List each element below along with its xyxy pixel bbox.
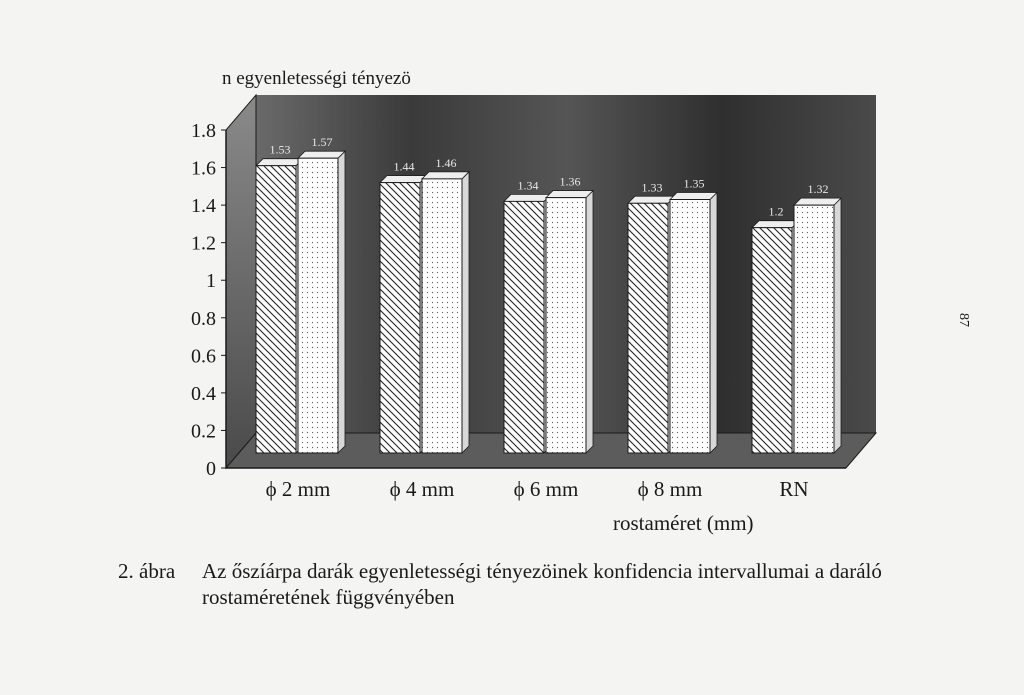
y-tick-label: 0.2 [191, 420, 216, 443]
y-tick-label: 1.4 [191, 195, 216, 218]
data-label: 1.35 [683, 176, 705, 191]
x-tick-label: ϕ 4 mm [389, 477, 455, 501]
data-label: 1.32 [807, 182, 829, 197]
bar [752, 228, 792, 453]
data-label: 1.57 [311, 135, 333, 150]
bar [794, 205, 834, 453]
left-wall [226, 95, 256, 468]
bar [546, 198, 586, 453]
data-label: 1.2 [768, 204, 784, 219]
bar-top [380, 176, 427, 183]
y-tick-label: 1.2 [191, 232, 216, 255]
x-tick-label: RN [779, 477, 809, 501]
y-tick-label: 1 [206, 270, 216, 293]
page-number: 87 [956, 313, 971, 327]
data-label: 1.36 [559, 174, 581, 189]
data-label: 1.46 [435, 155, 457, 170]
x-tick-label: ϕ 8 mm [637, 477, 703, 501]
figure-number: 2. ábra [118, 559, 176, 583]
x-tick-label: ϕ 6 mm [513, 477, 579, 501]
bar [504, 201, 544, 453]
plot-area [191, 95, 876, 501]
data-label: 1.53 [269, 142, 291, 157]
bar-side [462, 172, 469, 453]
bar-top [256, 159, 303, 166]
y-tick-label: 0.6 [191, 345, 216, 368]
bar-top [546, 191, 593, 198]
bar-side [834, 198, 841, 453]
y-axis-label: n egyenletességi tényezö [222, 68, 411, 89]
data-label: 1.34 [517, 178, 539, 193]
bar-top [670, 193, 717, 200]
y-tick-label: 0 [206, 458, 216, 480]
bar-top [504, 194, 551, 201]
y-tick-label: 0.8 [191, 307, 216, 330]
bar-top [298, 151, 345, 158]
figure-caption-text: Az őszíárpa darák egyenletességi tényezöinek konfidencia intervallumai a daráló rostaméretének függvényében [202, 559, 882, 609]
data-label: 1.44 [393, 159, 415, 174]
data-label: 1.33 [641, 180, 663, 195]
bar [380, 183, 420, 453]
bar-side [586, 191, 593, 453]
x-tick-label: ϕ 2 mm [265, 477, 331, 501]
y-tick-label: 1.8 [191, 120, 216, 142]
x-axis-label: rostaméret (mm) [613, 511, 754, 535]
y-tick-label: 0.4 [191, 382, 216, 405]
bar-top [794, 198, 841, 205]
bar-top [422, 172, 469, 179]
y-tick-label: 1.6 [191, 157, 216, 180]
bar-side [710, 193, 717, 454]
bar [298, 158, 338, 453]
bar [256, 166, 296, 453]
bar [628, 203, 668, 453]
bar-side [338, 151, 345, 453]
bar [422, 179, 462, 453]
bar [670, 200, 710, 454]
bar-top [628, 196, 675, 203]
bar-top [752, 221, 799, 228]
